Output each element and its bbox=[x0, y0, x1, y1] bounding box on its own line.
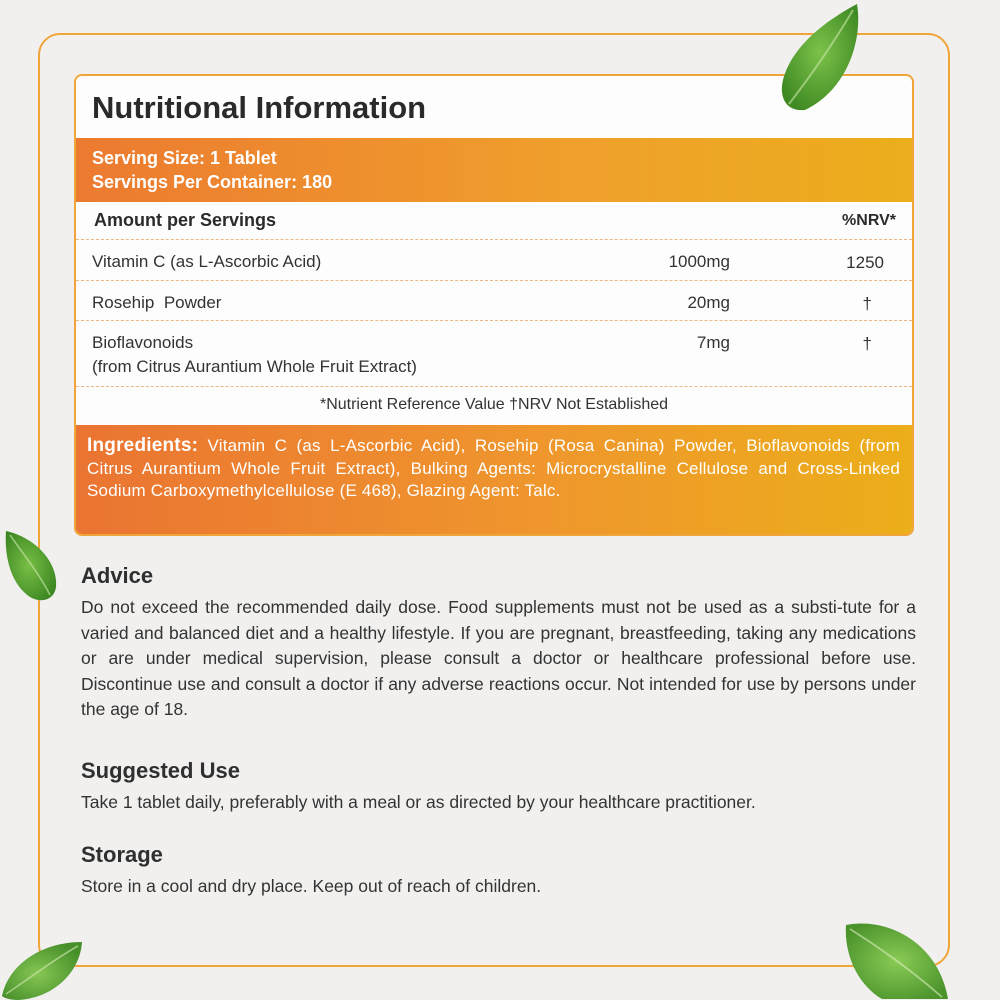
servings-per-container: Servings Per Container: 180 bbox=[92, 172, 333, 192]
advice-text: Do not exceed the recommended daily dose. Food supplements must not be used as a substi-tute for a varied and balanced diet and a healthy lifestyle. If you are pregnant, breastfeeding, taking any medications or are under medical supervision, please consult a doctor or healthcare professional before use. Discontinue use and consult a doctor if any adverse reactions occur. Not intended for use by persons under the age of 18. bbox=[81, 597, 916, 719]
storage-text: Store in a cool and dry place. Keep out of reach of children. bbox=[81, 876, 542, 896]
nutrient-row bbox=[76, 281, 912, 321]
nutrient-amount: 20mg bbox=[687, 293, 730, 312]
advice-heading: Advice bbox=[81, 563, 154, 588]
nutrition-panel bbox=[74, 74, 914, 536]
nrv-header: %NRV* bbox=[842, 212, 896, 229]
amount-header: Amount per Servings bbox=[94, 210, 277, 230]
leaf-icon bbox=[775, 0, 865, 115]
nutrient-nrv: † bbox=[862, 294, 872, 313]
nutrient-row bbox=[76, 240, 912, 281]
leaf-icon bbox=[842, 915, 950, 1000]
ingredients-band bbox=[76, 425, 912, 534]
nutrient-row bbox=[76, 321, 912, 387]
nutrient-nrv: † bbox=[862, 334, 872, 353]
serving-size: Serving Size: 1 Tablet bbox=[92, 148, 277, 168]
suggested-use-heading: Suggested Use bbox=[81, 758, 240, 783]
suggested-use-text: Take 1 tablet daily, preferably with a meal or as directed by your healthcare practitioner. bbox=[81, 792, 756, 812]
storage-section bbox=[81, 842, 916, 900]
nutrient-name: Vitamin C (as L-Ascorbic Acid) bbox=[92, 252, 322, 271]
table-header bbox=[76, 202, 912, 240]
nutrient-nrv: 1250 bbox=[846, 253, 884, 272]
advice-section bbox=[81, 563, 916, 723]
ingredients-label: Ingredients: bbox=[87, 435, 199, 456]
leaf-icon bbox=[0, 928, 85, 1000]
nutrient-amount: 7mg bbox=[696, 333, 730, 352]
nutrient-amount: 1000mg bbox=[668, 252, 730, 271]
nrv-footnote: *Nutrient Reference Value †NRV Not Established bbox=[319, 396, 669, 413]
leaf-icon bbox=[0, 525, 62, 605]
nutrient-name: Rosehip Powder bbox=[92, 293, 222, 312]
nutrient-subtext: (from Citrus Aurantium Whole Fruit Extract) bbox=[92, 357, 417, 376]
serving-band bbox=[76, 138, 912, 202]
nutrient-name: Bioflavonoids (from Citrus Aurantium Whole Fruit Extract) bbox=[92, 331, 417, 379]
ingredients-text: Vitamin C (as L-Ascorbic Acid), Rosehip (Rosa Canina) Powder, Bioflavonoids (from Citrus Aurantium Whole Fruit Extract), Bulking Agents: Microcrystalline Cellulose and Cross-Linked Sodium Carboxymethylcellulose (E 468), Glazing Agent: Talc. bbox=[87, 436, 900, 500]
suggested-use-section bbox=[81, 758, 916, 816]
panel-title: Nutritional Information bbox=[92, 90, 427, 125]
storage-heading: Storage bbox=[81, 842, 163, 867]
